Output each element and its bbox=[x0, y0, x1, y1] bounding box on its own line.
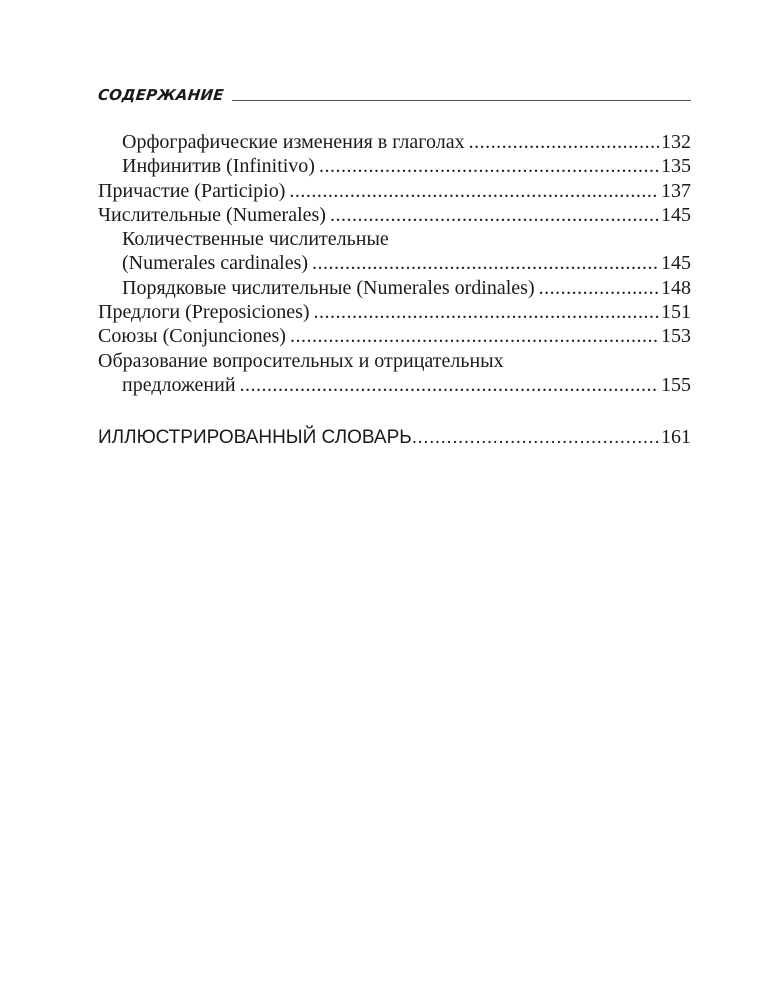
toc-entry-title-line1: Образование вопросительных и отрицательных bbox=[98, 349, 504, 372]
dot-leader bbox=[290, 324, 659, 348]
section-title: СОДЕРЖАНИЕ bbox=[97, 86, 225, 104]
toc-entry-page: 132 bbox=[661, 131, 691, 153]
toc-entry-dictionary[interactable] bbox=[98, 425, 691, 449]
toc-entry[interactable] bbox=[98, 130, 691, 154]
toc-entry-title: Предлоги (Preposiciones) bbox=[98, 301, 310, 324]
toc-entry-title: Причастие (Participio) bbox=[98, 179, 286, 202]
spacer bbox=[98, 397, 691, 425]
toc-entry-page: 153 bbox=[661, 325, 691, 348]
toc-entry[interactable] bbox=[98, 203, 691, 227]
dot-leader bbox=[412, 426, 659, 450]
toc-entry-title: ИЛЛЮСТРИРОВАННЫЙ СЛОВАРЬ bbox=[98, 427, 412, 449]
toc-entry[interactable] bbox=[98, 300, 691, 324]
toc-entry-title-line1: Количественные числительные bbox=[122, 228, 389, 251]
toc-entry[interactable] bbox=[98, 227, 691, 276]
toc-entry-page: 155 bbox=[661, 373, 691, 396]
toc-entry-page: 148 bbox=[661, 276, 691, 299]
toc-entry-page: 161 bbox=[661, 426, 691, 449]
toc-entry-title: Числительные (Numerales) bbox=[98, 203, 326, 226]
toc-entry[interactable] bbox=[98, 276, 691, 300]
dot-leader bbox=[314, 300, 659, 324]
toc-entry-page: 145 bbox=[661, 203, 691, 226]
toc-entry[interactable] bbox=[98, 324, 691, 348]
toc-entry-page: 151 bbox=[661, 301, 691, 324]
toc-entry-page: 135 bbox=[661, 155, 691, 178]
toc-entry-title: Союзы (Conjunciones) bbox=[98, 325, 286, 348]
toc-entry-page: 137 bbox=[661, 179, 691, 202]
dot-leader bbox=[312, 251, 659, 275]
toc-entry-title: Инфинитив (Infinitivo) bbox=[122, 155, 315, 178]
dot-leader bbox=[539, 276, 659, 300]
dot-leader bbox=[330, 203, 659, 227]
dot-leader bbox=[289, 179, 659, 203]
toc-entry[interactable] bbox=[98, 154, 691, 178]
toc-entry-title: Порядковые числительные (Numerales ordinales) bbox=[122, 276, 535, 299]
dot-leader bbox=[469, 130, 659, 154]
toc-entry-title: Орфографические изменения в глаголах bbox=[122, 131, 465, 153]
toc-entry-title: (Numerales cardinales) bbox=[122, 252, 309, 275]
toc-entry-page: 145 bbox=[661, 252, 691, 275]
dot-leader bbox=[319, 154, 659, 178]
header-rule bbox=[232, 100, 691, 101]
table-of-contents bbox=[98, 130, 691, 450]
toc-entry[interactable] bbox=[98, 179, 691, 203]
page-header bbox=[98, 86, 691, 104]
dot-leader bbox=[240, 373, 659, 397]
toc-entry-title: предложений bbox=[122, 373, 236, 396]
toc-entry[interactable] bbox=[98, 349, 691, 398]
